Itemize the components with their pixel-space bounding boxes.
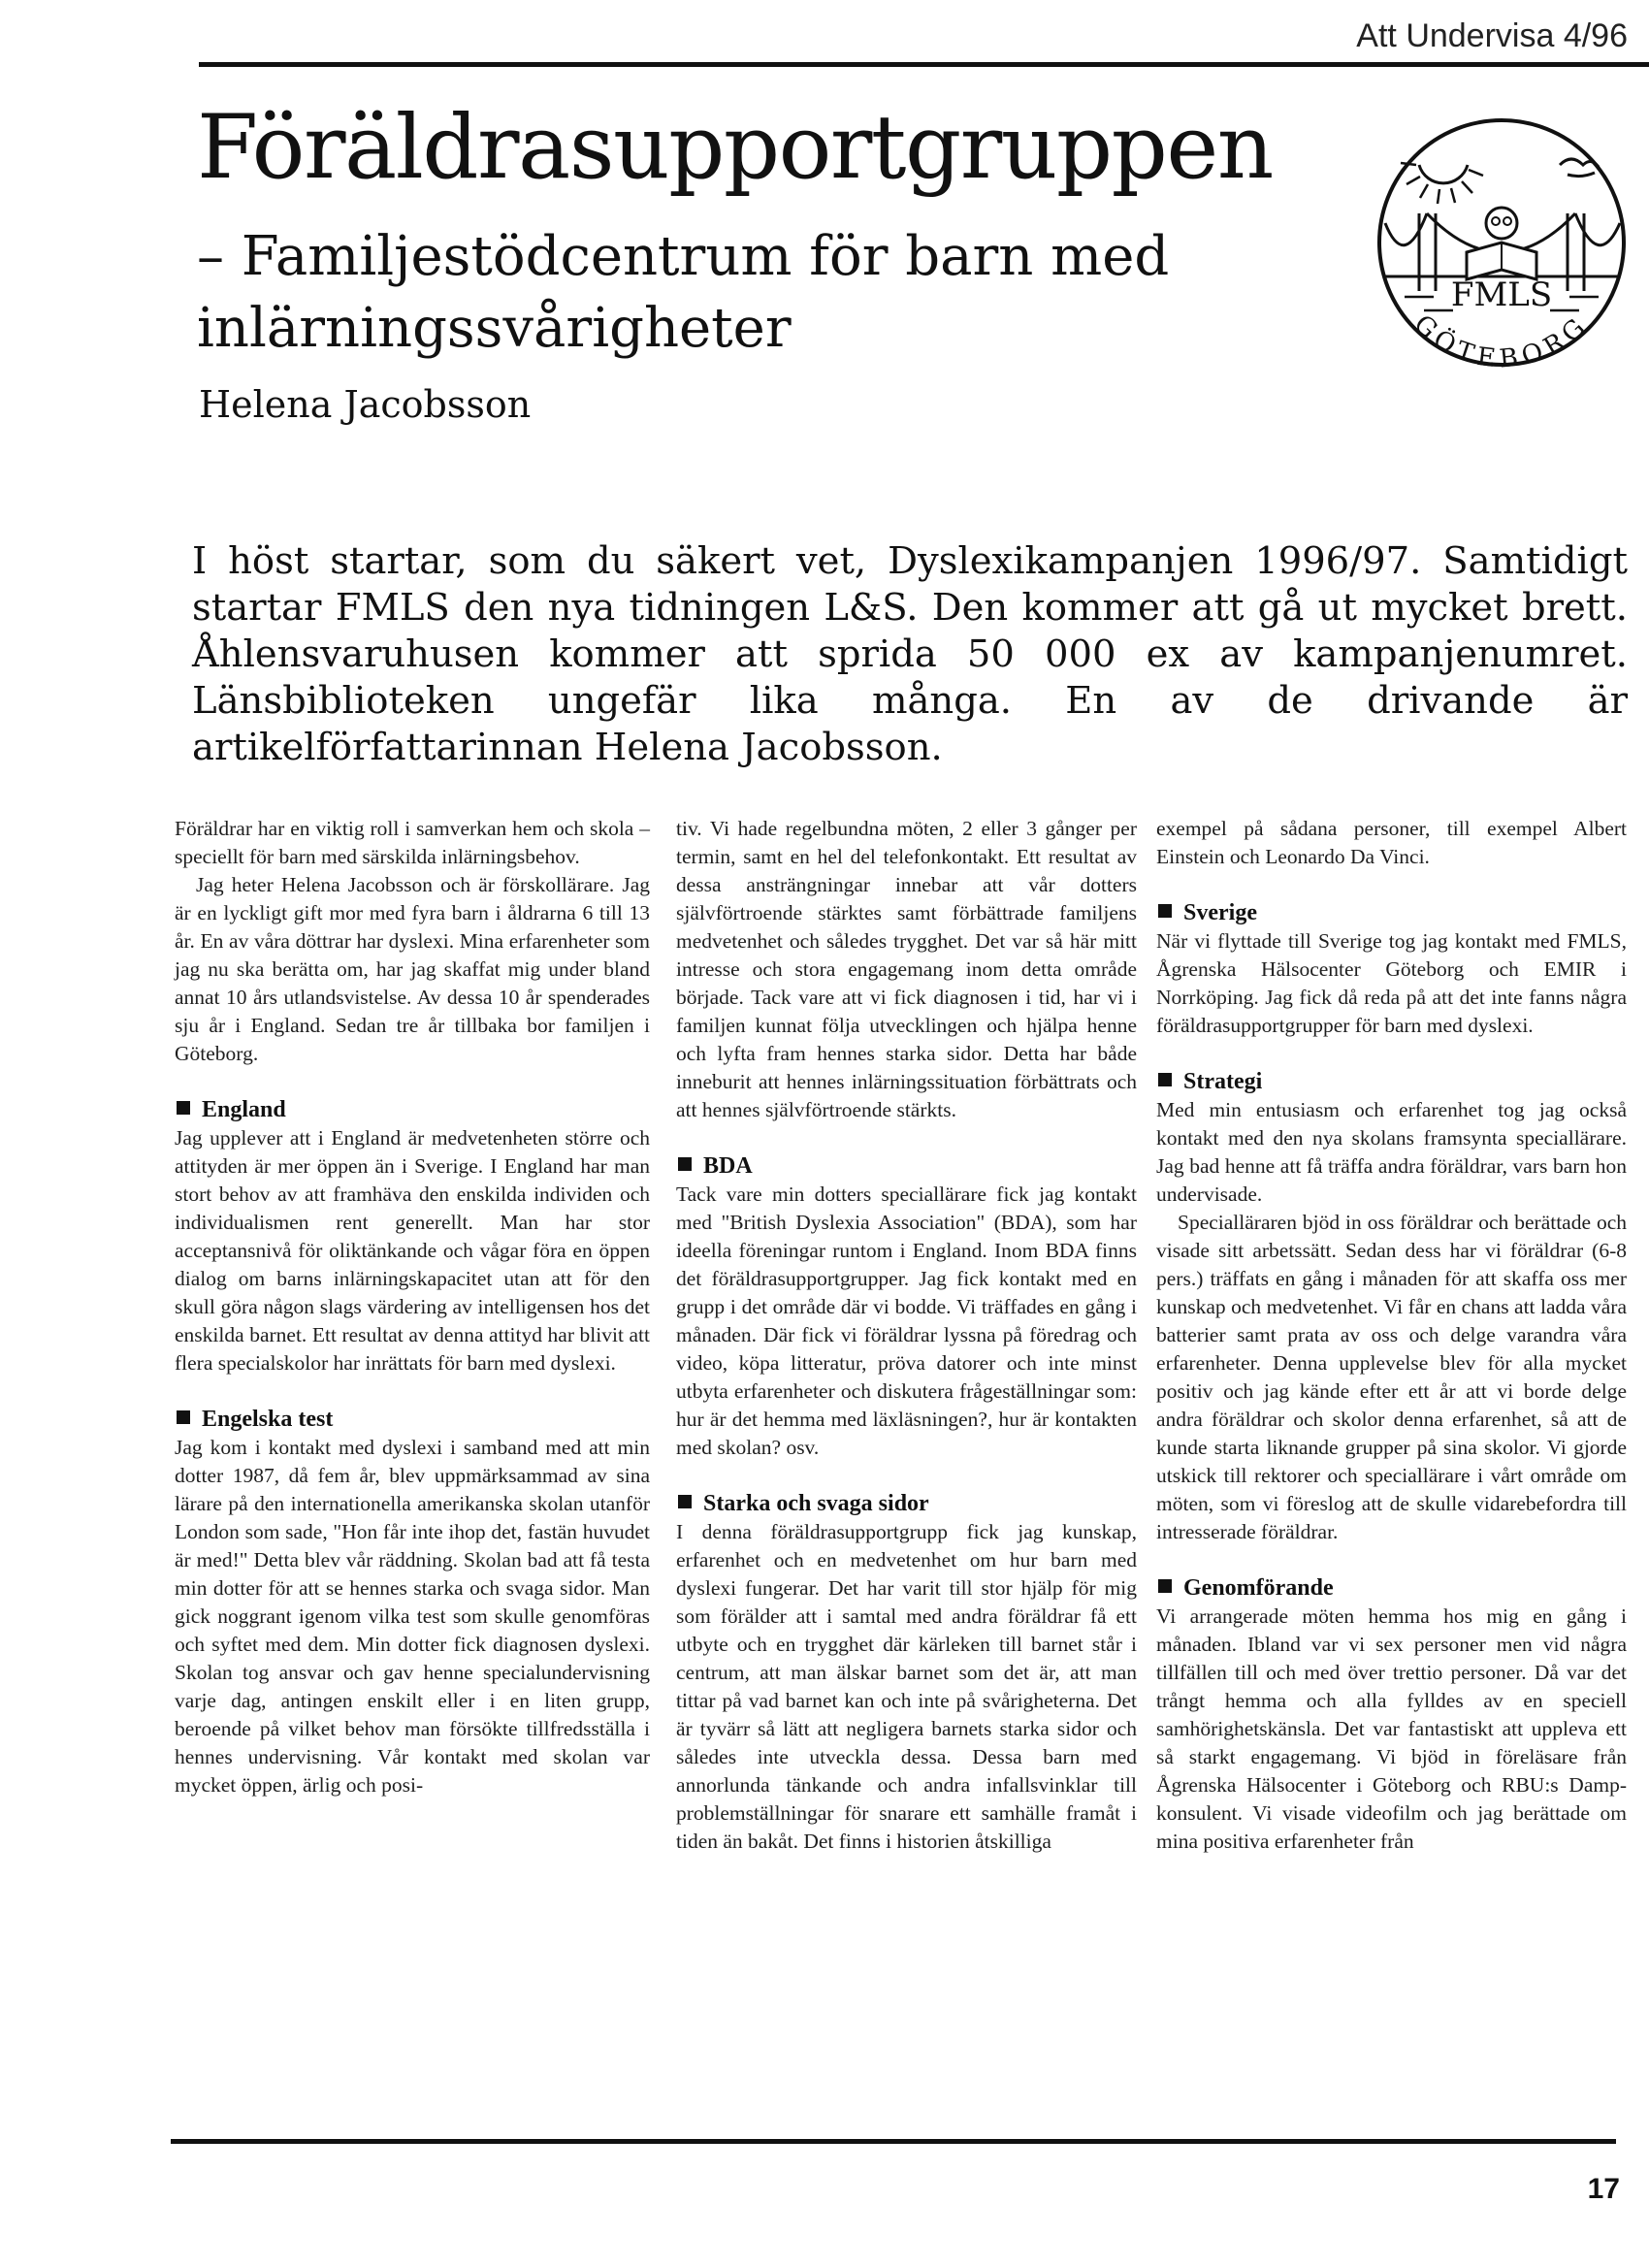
- intro-paragraph: Föräldrar har en viktig roll i samverkan hem och skola – speciellt för barn med särskilda inlärningsbehov.: [175, 817, 650, 868]
- svg-text:GÖTEBORG: [1408, 309, 1596, 369]
- body-paragraph: Tack vare min dotters speciallärare fick jag kontakt med "British Dyslexia Association" (BDA), som har ideella föreningar runtom i England. Inom BDA finns det föräldrasupportgrupper. Jag fick kontakt med en grupp i det område där vi bodde. Vi träffades en gång i månaden. Där fick vi föräldrar lyssna på föredrag och video, köpa litteratur, pröva datorer och inte minst utbyta erfarenheter och diskutera frågeställningar som: hur är det hemma med läxläsningen?, hur är kontakten med skolan? osv.: [676, 1183, 1137, 1459]
- magazine-issue-label: [0, 17, 1649, 55]
- column-1: [175, 815, 650, 1799]
- body-paragraph: Specialläraren bjöd in oss föräldrar och berättade och visade sitt arbetssätt. Sedan dess har vi föräldrar (6-8 pers.) träffats en gång i månaden för att skaffa oss mer kunskap och medvetenhet. Vi får en chans att ladda våra batterier samt prata av oss och delge varandra våra erfarenheter. Denna upplevelse blev för alla mycket positiv och jag kände efter ett år att vi borde delge andra föräldrar och skolor denna erfarenhet, så att de kunde starta liknande grupper på sina skolor. Vi gjorde utskick till rektorer och speciallärare i vårt område om möten, som vi föreslog att de skulle vidarebefordra till intresserade föräldrar.: [1156, 1211, 1627, 1543]
- body-paragraph: Med min entusiasm och erfarenhet tog jag också kontakt med den nya skolans framsynta speciallärare. Jag bad henne att få träffa andra föräldrar, vars barn hon undervisade.: [1156, 1098, 1627, 1206]
- page-number: 17: [1587, 2173, 1620, 2205]
- article-subtitle: – Familjestödcentrum för barn med inlärningssvårigheter: [197, 225, 1170, 360]
- section-heading-starka-och-svaga-sidor: Starka och svaga sidor: [676, 1489, 1137, 1518]
- body-paragraph: tiv. Vi hade regelbundna möten, 2 eller 3 gånger per termin, samt en hel del telefonkontakt. Ett resultat av dessa ansträngningar innebar att vår dotters självförtroende stärktes samt förbättrade familjens medvetenhet och således trygghet. Det var så här mitt intresse och stora engagemang inom detta område började. Tack vare att vi fick diagnosen i tid, har vi i familjen kunnat följa utvecklingen och hjälpa henne och lyfta fram hennes starka sidor. Detta har både inneburit att hennes inlärningssituation förbättrats och att hennes självförtroende stärkts.: [676, 817, 1137, 1121]
- square-bullet-icon: [1158, 904, 1172, 918]
- section-heading-strategi: Strategi: [1156, 1067, 1627, 1096]
- magazine-issue-text: Att Undervisa 4/96: [1356, 17, 1628, 54]
- section-heading-genomforande: Genomförande: [1156, 1573, 1627, 1603]
- square-bullet-icon: [678, 1495, 692, 1508]
- square-bullet-icon: [1158, 1073, 1172, 1086]
- section-heading-england: England: [175, 1095, 650, 1124]
- fmls-goteborg-logo-icon: [1366, 107, 1637, 369]
- square-bullet-icon: [678, 1157, 692, 1171]
- column-2: [676, 815, 1137, 1856]
- footer-rule: [171, 2139, 1616, 2144]
- section-heading-bda: BDA: [676, 1151, 1137, 1181]
- square-bullet-icon: [1158, 1579, 1172, 1593]
- lede-paragraph: I höst startar, som du säkert vet, Dyslexikampanjen 1996/97. Samtidigt startar FMLS den nya tidningen L&S. Den kommer att gå ut mycket brett. Åhlensvaruhusen kommer att sprida 50 000 ex av kampanjenumret. Länsbiblioteken ungefär lika många. En av de drivande är artikelförfattarinnan Helena Jacobsson.: [192, 539, 1628, 769]
- body-paragraph: När vi flyttade till Sverige tog jag kontakt med FMLS, Ågrenska Hälsocenter Göteborg och EMIR i Norrköping. Jag fick då reda på att det inte fanns några föräldrasupportgrupper för barn med dyslexi.: [1156, 929, 1627, 1037]
- article-author: Helena Jacobsson: [199, 383, 532, 426]
- header-rule: [199, 62, 1649, 67]
- body-paragraph: exempel på sådana personer, till exempel Albert Einstein och Leonardo Da Vinci.: [1156, 817, 1627, 868]
- column-3: [1156, 815, 1627, 1856]
- section-heading-engelska-test: Engelska test: [175, 1405, 650, 1434]
- square-bullet-icon: [177, 1410, 190, 1424]
- article-title: Föräldrasupportgruppen: [197, 97, 1273, 199]
- logo-text-main: FMLS: [1450, 275, 1553, 314]
- body-paragraph: Jag kom i kontakt med dyslexi i samband med att min dotter 1987, då fem år, blev uppmärksammad av sina lärare på den internationella amerikanska skolan utanför London som sade, "Hon får inte ihop det, fastän huvudet är med!" Detta blev vår räddning. Skolan bad att få testa min dotter för att se hennes starka och svaga sidor. Man gick noggrant igenom vilka test som skulle genomföras och syftet med dem. Min dotter fick diagnosen dyslexi. Skolan tog ansvar och gav henne specialundervisning varje dag, antingen enskilt eller i en liten grupp, beroende på vilket behov man försökte tillfredsställa i hennes undervisning. Vår kontakt med skolan var mycket öppen, ärlig och posi-: [175, 1436, 650, 1797]
- body-paragraph: I denna föräldrasupportgrupp fick jag kunskap, erfarenhet och en medvetenhet om hur barn med dyslexi fungerar. Det har varit till stor hjälp för mig som förälder att i samtal med andra föräldrar få ett utbyte och en trygghet där kärleken till barnet står i centrum, att man älskar barnet som det är, att man tittar på vad barnet kan och inte på svårigheterna. Det är tyvärr så lätt att negligera barnets starka sidor och således inte utveckla dessa. Dessa barn med annorlunda tänkande och andra infallsvinklar till problemställningar för snarare ett samhälle framåt i tiden än bakåt. Det finns i historien åtskilliga: [676, 1520, 1137, 1853]
- logo-text-arc: GÖTEBORG: [1407, 309, 1596, 369]
- section-heading-sverige: Sverige: [1156, 898, 1627, 927]
- square-bullet-icon: [177, 1101, 190, 1115]
- body-paragraph: Jag heter Helena Jacobsson och är förskollärare. Jag är en lyckligt gift mor med fyra barn i åldrarna 6 till 13 år. En av våra döttrar har dyslexi. Mina erfarenheter som jag nu ska berätta om, har jag skaffat mig under bland annat 10 års utlandsvistelse. Av dessa 10 år spenderades sju år i England. Sedan tre år tillbaka bor familjen i Göteborg.: [175, 873, 650, 1065]
- body-paragraph: Vi arrangerade möten hemma hos mig en gång i månaden. Ibland var vi sex personer men vid några tillfällen till och med över trettio personer. Då var det trångt hemma och alla fylldes av en speciell samhörighetskänsla. Det var fantastiskt att uppleva ett så starkt engagemang. Vi bjöd in föreläsare från Ågrenska Hälsocenter i Göteborg och RBU:s Damp-konsulent. Vi visade videofilm och jag berättade om mina positiva erfarenheter från: [1156, 1604, 1627, 1853]
- body-paragraph: Jag upplever att i England är medvetenheten större och attityden är mer öppen än i Sverige. I England har man stort behov av att framhäva den enskilda individen och individualismen rent generellt. Man har stor acceptansnivå för oliktänkande och vågar föra en öppen dialog om barns inlärningskapacitet utan att för den skull göra någon slags värdering av intelligensen hos det enskilda barnet. Ett resultat av denna attityd har blivit att flera specialskolor har inrättats för barn med dyslexi.: [175, 1126, 650, 1375]
